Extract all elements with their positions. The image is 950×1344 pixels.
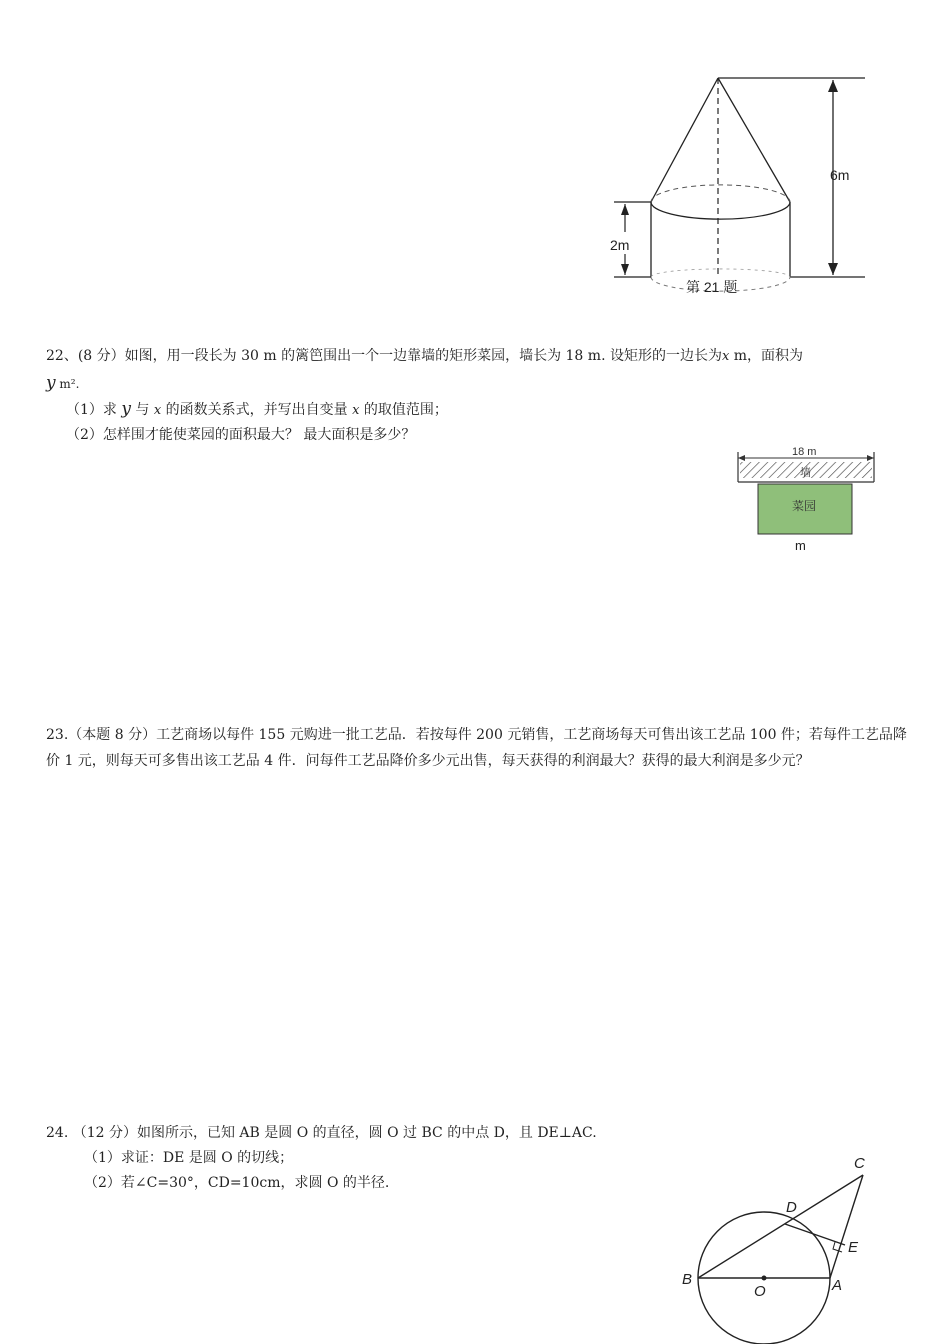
- figure-24: [670, 1150, 890, 1344]
- q24-part2: （2）若∠C=30°，CD=10cm，求圆 O 的半径.: [84, 1175, 390, 1191]
- q22-stem: 22、(8 分）如图，用一段长为 30 m 的篱笆围出一个一边靠墙的矩形菜园，墙长为 18 m. 设矩形的一边长为x m，面积为: [46, 348, 804, 364]
- label-2m: 2m: [610, 237, 630, 253]
- figure-21-caption: 第 21 题: [686, 279, 738, 295]
- point-E-label: E: [848, 1239, 859, 1256]
- figure-21: [600, 70, 880, 300]
- q22-stem-cont: y m².: [46, 373, 80, 393]
- point-D-label: D: [786, 1199, 797, 1216]
- q22-part1: （1）求 y 与 x 的函数关系式，并写出自变量 x 的取值范围；: [66, 399, 448, 419]
- q24-part1: （1）求证：DE 是圆 O 的切线；: [84, 1150, 294, 1166]
- point-B-label: B: [682, 1271, 693, 1288]
- wall-label: 墙: [800, 467, 811, 479]
- q24-stem: 24. （12 分）如图所示，已知 AB 是圆 O 的直径，圆 O 过 BC 的中点 D，且 DE⊥AC.: [46, 1125, 597, 1141]
- garden-label: 菜园: [792, 499, 817, 513]
- figure-22: [730, 440, 890, 560]
- garden-bottom-label: m: [795, 538, 806, 553]
- q22-part2: （2）怎样围才能使菜园的面积最大？ 最大面积是多少？: [66, 427, 416, 443]
- point-C-label: C: [854, 1155, 865, 1172]
- q23-text: 23.（本题 8 分）工艺商场以每件 155 元购进一批工艺品．若按每件 200 元销售，工艺商场每天可售出该工艺品 100 件；若每件工艺品降价 1 元，则每天可多售出该工艺品 4 件．问每件工艺品降价多少元出售，每天获得的利润最大？获得的最大利润是多少元？: [46, 727, 907, 769]
- point-A-label: A: [832, 1277, 843, 1294]
- wall-length-label: 18 m: [792, 446, 817, 458]
- label-6m: 6m: [830, 167, 850, 183]
- point-O-label: O: [754, 1283, 766, 1300]
